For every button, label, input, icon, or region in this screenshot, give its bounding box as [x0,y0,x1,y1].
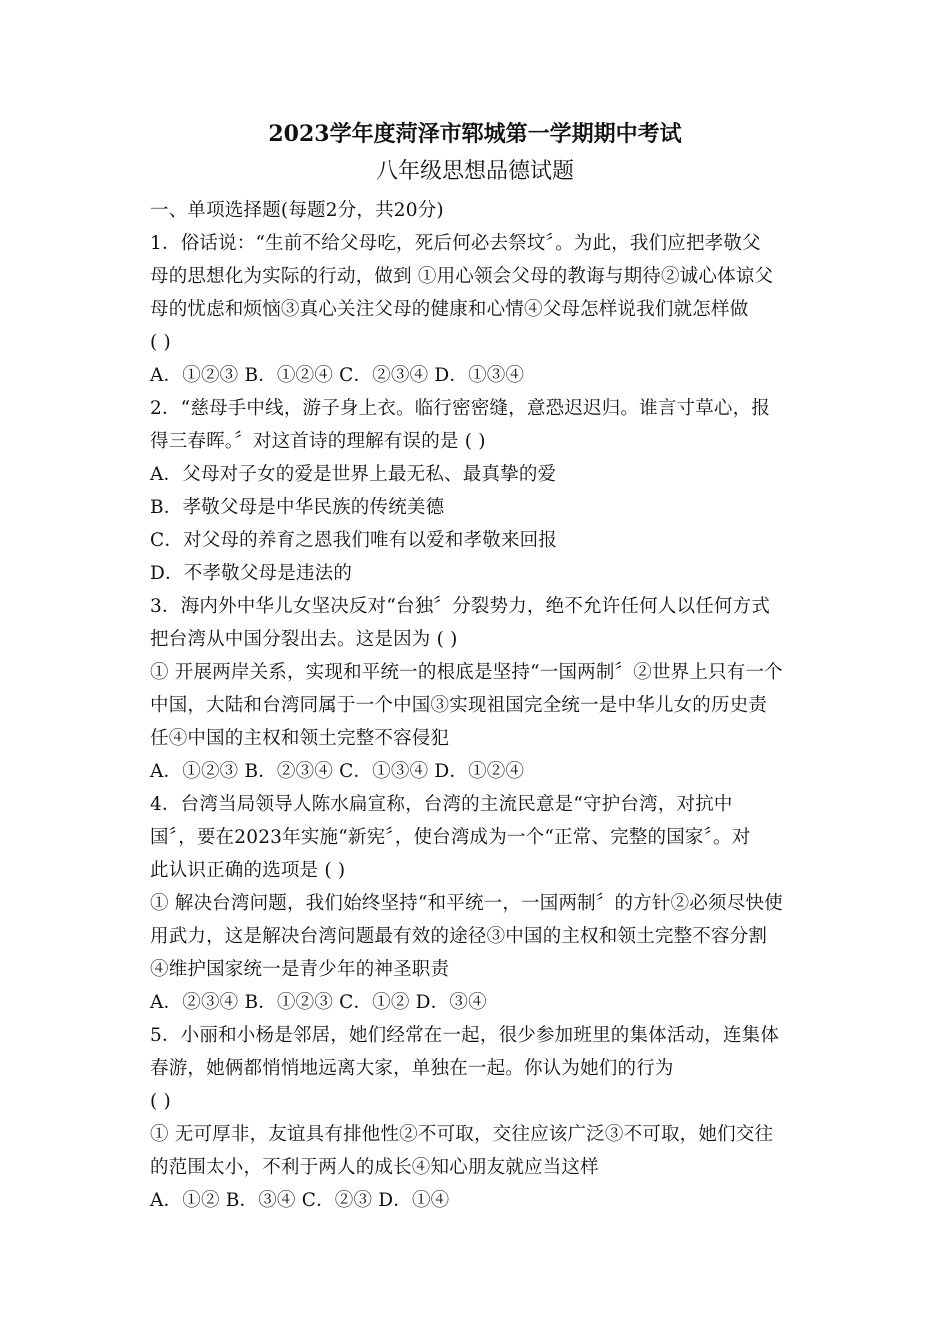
q4-text-line: ④维护国家统一是青少年的神圣职责 [150,959,450,980]
q5-text-line: 的范围太小，不利于两人的成长④知心朋友就应当这样 [150,1157,599,1178]
exam-subtitle: 八年级思想品德试题 [375,159,574,184]
q4-text-line: 国〞，要在2023年实施“新宪〞，使台湾成为一个“正常、完整的国家〞。对 [150,827,751,848]
exam-title: 2023学年度菏泽市郓城第一学期期中考试 [268,121,682,147]
section-heading: 一、单项选择题(每题2分，共20分) [150,200,444,221]
q3-text-line: ① 开展两岸关系，实现和平统一的根底是坚持“一国两制〞②世界上只有一个 [150,662,783,683]
q1-text-line: 母的思想化为实际的行动，做到 ①用心领会父母的教诲与期待②诚心体谅父 [150,266,774,287]
q1-answer-blank: ( ) [150,332,171,353]
q1-options: A．①②③ B．①②④ C．②③④ D．①③④ [150,365,525,386]
q1-text-line: 1．俗话说：“生前不给父母吃，死后何必去祭坟〞。为此，我们应把孝敬父 [150,233,761,254]
q3-text-line: 把台湾从中国分裂出去。这是因为 ( ) [150,629,458,650]
q4-text-line: ① 解决台湾问题，我们始终坚持“和平统一，一国两制〞的方针②必须尽快使 [150,893,783,914]
q3-options: A．①②③ B．②③④ C．①③④ D．①②④ [150,761,525,782]
q3-text-line: 中国，大陆和台湾同属于一个中国③实现祖国完全统一是中华儿女的历史责 [150,695,768,716]
q5-answer-blank: ( ) [150,1091,171,1112]
q3-text-line: 3．海内外中华儿女坚决反对“台独〞分裂势力，绝不允许任何人以任何方式 [150,596,771,617]
q4-text-line: 此认识正确的选项是 ( ) [150,860,346,881]
q2-option-b: B．孝敬父母是中华民族的传统美德 [150,497,445,518]
q5-options: A．①② B．③④ C．②③ D．①④ [150,1190,450,1211]
q4-text-line: 用武力，这是解决台湾问题最有效的途径③中国的主权和领土完整不容分割 [150,926,768,947]
q5-text-line: 春游，她俩都悄悄地远离大家，单独在一起。你认为她们的行为 [150,1058,674,1079]
q2-text-line: 得三春晖。〞对这首诗的理解有误的是 ( ) [150,431,486,452]
q4-text-line: 4．台湾当局领导人陈水扁宣称，台湾的主流民意是“守护台湾，对抗中 [150,794,733,815]
q5-text-line: ① 无可厚非，友谊具有排他性②不可取，交往应该广泛③不可取，她们交往 [150,1124,774,1145]
q3-text-line: 任④中国的主权和领土完整不容侵犯 [150,728,450,749]
q2-option-c: C．对父母的养育之恩我们唯有以爱和孝敬来回报 [150,530,558,551]
q2-option-a: A．父母对子女的爱是世界上最无私、最真挚的爱 [150,464,557,485]
q2-option-d: D．不孝敬父母是违法的 [150,563,353,584]
q4-options: A．②③④ B．①②③ C．①② D．③④ [150,992,487,1013]
q2-text-line: 2．“慈母手中线，游子身上衣。临行密密缝，意恐迟迟归。谁言寸草心，报 [150,398,771,419]
q1-text-line: 母的忧虑和烦恼③真心关注父母的健康和心情④父母怎样说我们就怎样做 [150,299,749,320]
q5-text-line: 5．小丽和小杨是邻居，她们经常在一起，很少参加班里的集体活动，连集体 [150,1025,780,1046]
